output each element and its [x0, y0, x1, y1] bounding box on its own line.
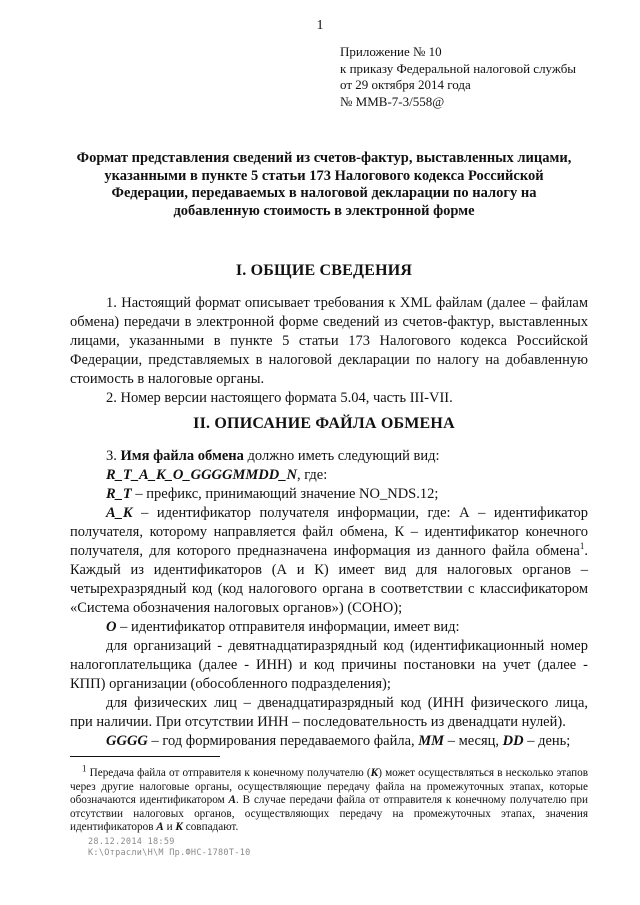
paragraph: для физических лиц – двенадцатиразрядный код (ИНН физического лица, при наличии. При отсутствии ИНН – последовательность из двенадцати нулей). [70, 695, 588, 730]
file-stamp [88, 837, 251, 859]
text-run: . Каждый из идентификаторов (А и К) имеет вид для налоговых органов – четырехразрядный код (код налогового органа в соответствии с классификатором «Система обозначения налоговых органов») (СОНО); [70, 543, 588, 616]
paragraph [70, 485, 588, 504]
text-run: ) может осуществляться в несколько этапов через другие налоговые органы, осуществляющие передачу файла на промежуточных этапах, которые обозначаются идентификатором [70, 767, 588, 807]
text-run: , где: [296, 467, 328, 483]
footnote-divider [70, 756, 220, 757]
appendix-line: № ММВ-7-3/558@ [340, 93, 445, 109]
footnote-text [70, 763, 588, 835]
term-k: К [370, 767, 379, 779]
paragraph [70, 466, 588, 485]
item-number: 3. [106, 448, 121, 464]
term-a: А [156, 821, 164, 834]
section-general-body [70, 294, 588, 408]
appendix-line: Приложение № 10 [340, 44, 442, 59]
page-number: 1 [316, 18, 324, 33]
paragraph: 2. Номер версии настоящего формата 5.04, часть III-VII. [106, 390, 453, 406]
text-run: – префикс, принимающий значение NO_NDS.12; [131, 486, 439, 502]
paragraph [70, 447, 588, 466]
appendix-line: к приказу Федеральной налоговой службы [340, 60, 577, 76]
paragraph [70, 618, 588, 637]
text-run: – день; [523, 733, 571, 749]
text-run: Передача файла от отправителя к конечному получателю ( [86, 767, 371, 779]
footnote [70, 763, 588, 835]
bold-term: Имя файла обмена [120, 448, 244, 464]
section-heading-general: I. ОБЩИЕ СВЕДЕНИЯ [235, 262, 413, 279]
section-heading-exchange-file: II. ОПИСАНИЕ ФАЙЛА ОБМЕНА [193, 415, 455, 432]
stamp-line: К:\Отрасли\Н\М Пр.ФНС-1780Т-10 [88, 848, 251, 858]
term-rt: R_T [106, 486, 132, 502]
text-run: – идентификатор получателя информации, где: А – идентификатор получателя, которому направляется файл обмена, К – идентификатор конечного получателя, для которого предназначена информация из данного файла обмена [70, 505, 588, 559]
paragraph [70, 504, 588, 618]
text-run: должно иметь следующий вид: [243, 448, 440, 464]
stamp-line: 28.12.2014 18:59 [88, 837, 175, 847]
footnote-ref: 1 [579, 541, 585, 552]
term-dd: DD [502, 733, 524, 749]
file-name-pattern: R_T_A_K_O_GGGGMMDD_N [106, 467, 297, 483]
footnote-mark: 1 [82, 763, 87, 774]
appendix-header [340, 44, 576, 110]
appendix-line: от 29 октября 2014 года [340, 77, 471, 92]
term-mm: MM [418, 733, 445, 749]
text-run: . В случае передачи файла от отправителя к конечному получателю при отсутствии налоговых органов, осуществляющих передачу на промежуточных этапах, значения идентификаторов [70, 794, 588, 834]
text-run: – год формирования передаваемого файла, [147, 733, 419, 749]
text-run: – идентификатор отправителя информации, имеет вид: [116, 619, 460, 635]
paragraph: для организаций - девятнадцатиразрядный код (идентификационный номер налогоплательщика (далее - ИНН) и код причины постановки на учет (далее - КПП) организации (обособленного подразделения); [70, 638, 588, 692]
paragraph [70, 732, 588, 751]
term-o: O [106, 619, 117, 635]
document-title: Формат представления сведений из счетов-фактур, выставленных лицами, указанными в пункте 5 статьи 173 Налогового кодекса Российской Федерации, передаваемых в налоговой декларации по налогу на добавленную стоимость в электронной форме [76, 150, 572, 219]
text-run: совпадают. [182, 821, 239, 834]
section-exchange-file-body [70, 447, 588, 751]
term-a: А [228, 794, 236, 807]
paragraph: 1. Настоящий формат описывает требования к XML файлам (далее – файлам обмена) передачи в электронной форме сведений из счетов-фактур, выставленных лицами, указанными в пункте 5 статьи 173 Налогового кодекса Российской Федерации, представляемых в налоговой декларации по налогу на добавленную стоимость в налоговые органы. [70, 295, 588, 387]
text-run: и [163, 821, 176, 834]
text-run: – месяц, [444, 733, 503, 749]
term-ak: A_K [106, 505, 133, 521]
term-k: К [175, 821, 183, 834]
term-gggg: GGGG [106, 733, 148, 749]
